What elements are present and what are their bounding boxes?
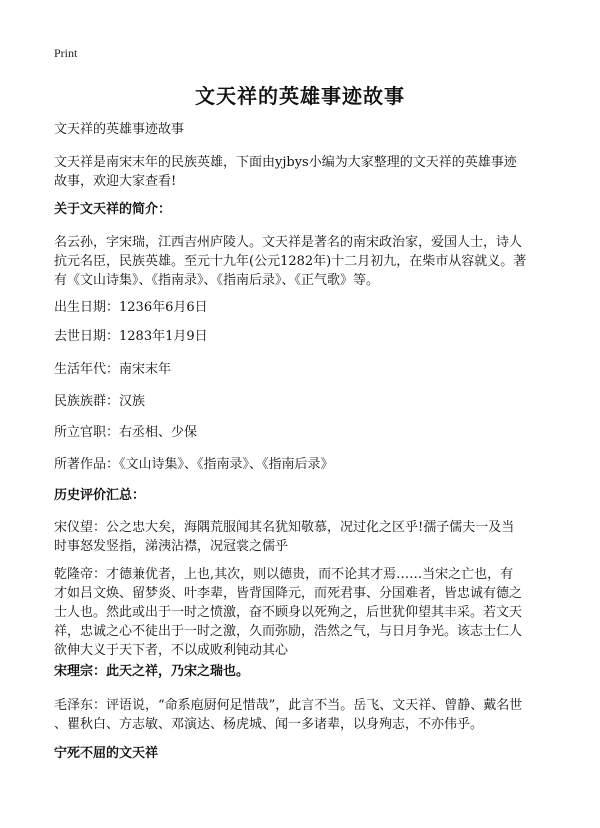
fact-era: 生活年代：南宋末年 bbox=[54, 362, 172, 377]
document-title: 文天祥的英雄事迹故事 bbox=[195, 84, 405, 108]
text-line: 毛泽东：评语说，“命系庖厨何足惜哉”，此言不当。岳飞、文天祥、曾静、戴名世 bbox=[54, 698, 523, 713]
print-link[interactable]: Print bbox=[54, 46, 78, 60]
subtitle: 文天祥的英雄事迹故事 bbox=[54, 122, 185, 137]
text-line: 故事，欢迎大家查看! bbox=[54, 174, 177, 189]
text-line: 祥，忠诚之心不徒出于一时之激，久而弥励，浩然之气，与日月争光。该志士仁人 bbox=[54, 624, 523, 639]
quote-song-yiwang bbox=[54, 518, 554, 556]
text-line: 、瞿秋白、方志敏、邓演达、杨虎城、闻一多诸辈，以身殉志，不亦伟乎。 bbox=[54, 717, 484, 732]
quote-lizong: 宋理宗：此天之祥，乃宋之瑞也。 bbox=[54, 664, 250, 679]
text-line: 时事怒发竖指，涕洟沾襟，况冠裳之儒乎 bbox=[54, 539, 289, 554]
fact-death-date: 去世日期：1283年1月9日 bbox=[54, 329, 208, 344]
text-line: 文天祥是南宋末年的民族英雄，下面由yjbys小编为大家整理的文天祥的英雄事迹 bbox=[54, 155, 517, 170]
intro-paragraph bbox=[54, 153, 554, 191]
quote-qianlong bbox=[54, 565, 554, 660]
fact-office: 所立官职：右丞相、少保 bbox=[54, 425, 198, 440]
bio-heading: 关于文天祥的简介： bbox=[54, 202, 172, 217]
fact-birth-date: 出生日期：1236年6月6日 bbox=[54, 300, 208, 315]
text-line: 乾隆帝：才德兼优者，上也,其次，则以德贵，而不论其才焉……当宋之亡也，有 bbox=[54, 567, 514, 582]
bio-paragraph bbox=[54, 233, 554, 290]
text-line: 士人也。然此或出于一时之愤激，奋不顾身以死殉之，后世犹仰望其丰采。若文天 bbox=[54, 605, 523, 620]
quote-mao bbox=[54, 696, 554, 734]
text-line: 宋仪望：公之忠大矣，海隅荒服闻其名犹知敬慕，况过化之区乎!孺子儒夫一及当 bbox=[54, 520, 515, 535]
fact-ethnicity: 民族族群：汉族 bbox=[54, 394, 146, 409]
text-line: 名云孙，字宋瑞，江西吉州庐陵人。文天祥是著名的南宋政治家，爱国人士，诗人 bbox=[54, 235, 523, 250]
text-line: 才如吕文焕、留梦炎、叶李辈，皆背国降元，而死君事、分国难者，皆忠诚有德之 bbox=[54, 586, 523, 601]
text-line: 欲伸大义于天下者，不以成败利钝动其心 bbox=[54, 643, 289, 658]
evaluation-heading: 历史评价汇总： bbox=[54, 488, 146, 503]
text-line: 有《文山诗集》、《指南录》、《指南后录》、《正气歌》等。 bbox=[54, 273, 380, 288]
text-line: 抗元名臣，民族英雄。至元十九年(公元1282年)十二月初九，在柴市从容就义。著 bbox=[54, 254, 527, 269]
fact-works: 所著作品：《文山诗集》、《指南录》、《指南后录》 bbox=[54, 457, 334, 472]
section-heading-last: 宁死不屈的文天祥 bbox=[54, 746, 159, 761]
